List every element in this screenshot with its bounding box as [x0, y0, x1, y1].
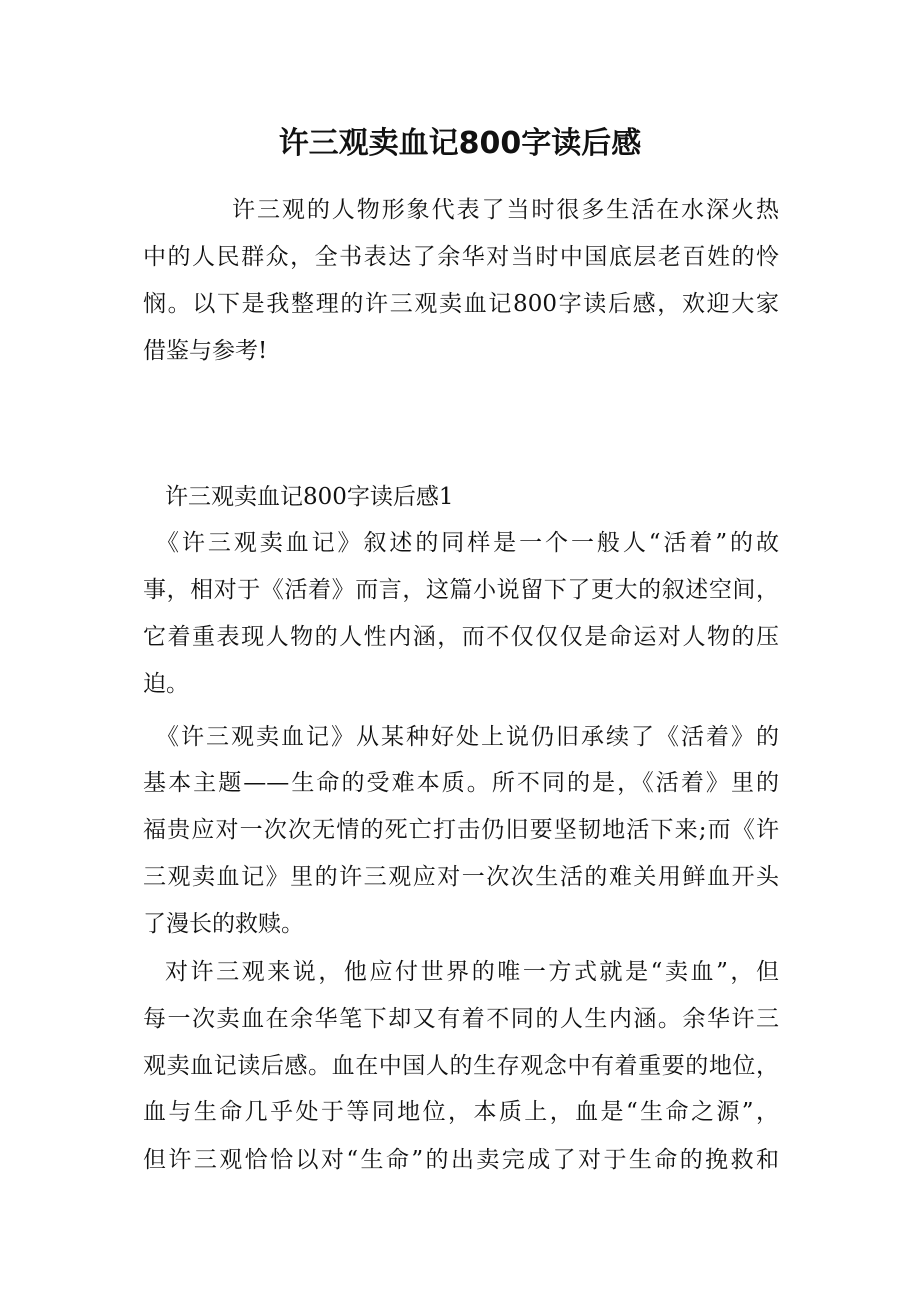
- text-line: 观卖血记读后感。血在中国人的生存观念中有着重要的地位，: [143, 1053, 779, 1079]
- text-line: 许三观的人物形象代表了当时很多生活在水深火热: [232, 197, 779, 223]
- text-line: 但许三观恰恰以对“生命”的出卖完成了对于生命的挽救和: [143, 1147, 779, 1173]
- text-line: 血与生命几乎处于等同地位，本质上，血是“生命之源”，: [143, 1099, 779, 1125]
- text-line: 迫。: [143, 671, 189, 697]
- text-line: 事，相对于《活着》而言，这篇小说留下了更大的叙述空间，: [143, 577, 779, 603]
- text-line: 《许三观卖血记》从某种好处上说仍旧承续了《活着》的: [156, 724, 779, 750]
- text-line: 福贵应对一次次无情的死亡打击仍旧要坚韧地活下来;而《许: [143, 817, 779, 843]
- text-line: 它着重表现人物的人性内涵，而不仅仅仅是命运对人物的压: [143, 624, 779, 650]
- section-heading: 许三观卖血记800字读后感1: [165, 484, 454, 510]
- page-title: 许三观卖血记800字读后感: [278, 126, 642, 161]
- text-line: 三观卖血记》里的许三观应对一次次生活的难关用鲜血开头: [143, 864, 779, 890]
- text-line: 基本主题——生命的受难本质。所不同的是，《活着》里的: [143, 770, 779, 796]
- text-line: 悯。以下是我整理的许三观卖血记800字读后感，欢迎大家: [143, 291, 779, 317]
- text-line: 中的人民群众，全书表达了余华对当时中国底层老百姓的怜: [143, 244, 779, 270]
- text-line: 了漫长的救赎。: [143, 911, 304, 937]
- text-line: 《许三观卖血记》叙述的同样是一个一般人“活着”的故: [156, 530, 779, 556]
- text-line: 对许三观来说，他应付世界的唯一方式就是“卖血”，但: [165, 959, 779, 985]
- text-line: 借鉴与参考!: [143, 338, 268, 364]
- text-line: 每一次卖血在余华笔下却又有着不同的人生内涵。余华许三: [143, 1006, 779, 1032]
